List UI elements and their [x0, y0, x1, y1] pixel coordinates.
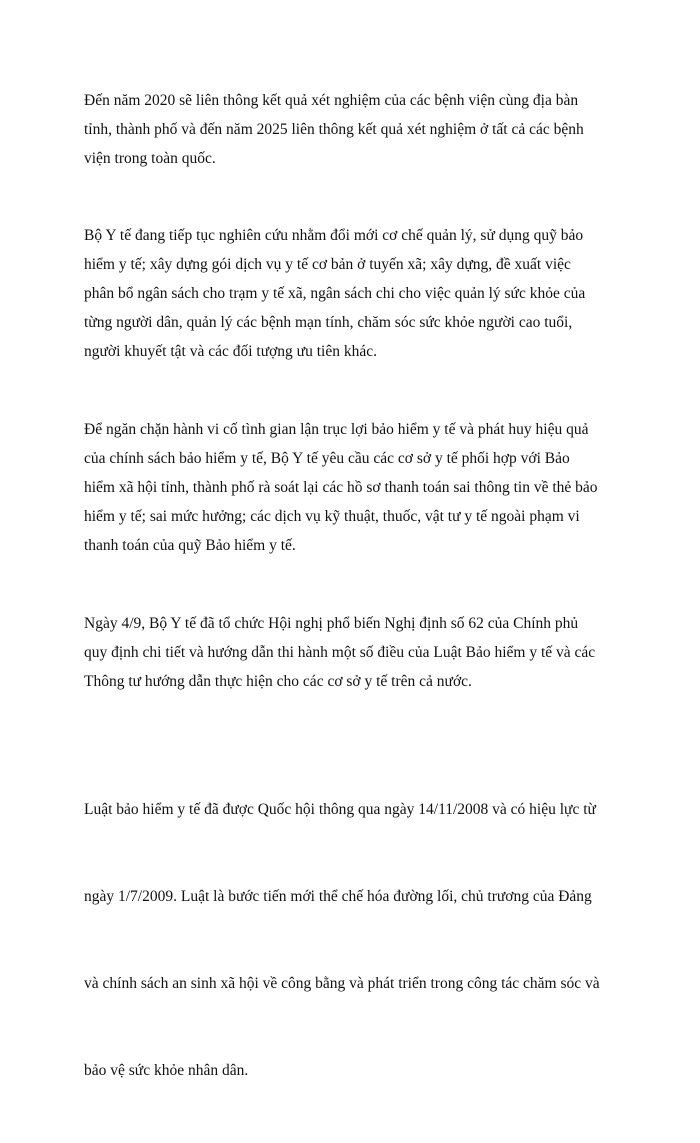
text-line: người khuyết tật và các đối tượng ưu tiên khác.: [84, 343, 377, 360]
text-line: hiểm xã hội tỉnh, thành phố rà soát lại các hồ sơ thanh toán sai thông tin về thẻ bảo: [84, 479, 598, 496]
text-line: quy định chi tiết và hướng dẫn thi hành một số điều của Luật Bảo hiểm y tế và các: [84, 644, 596, 661]
text-line: Bộ Y tế đang tiếp tục nghiên cứu nhằm đổi mới cơ chế quản lý, sử dụng quỹ bảo: [84, 227, 584, 244]
text-line: thanh toán của quỹ Bảo hiểm y tế.: [84, 537, 296, 554]
paragraph-insurance-law: [84, 737, 624, 1143]
text-line: hiểm y tế; sai mức hưởng; các dịch vụ kỹ thuật, thuốc, vật tư y tế ngoài phạm vi: [84, 508, 580, 525]
text-line: Luật bảo hiểm y tế đã được Quốc hội thông qua ngày 14/11/2008 và có hiệu lực từ: [84, 801, 596, 818]
text-line: ngày 1/7/2009. Luật là bước tiến mới thể chế hóa đường lối, chủ trương của Đảng: [84, 888, 592, 905]
text-line: của chính sách bảo hiểm y tế, Bộ Y tế yêu cầu các cơ sở y tế phối hợp với Bảo: [84, 450, 570, 467]
text-line: Đến năm 2020 sẽ liên thông kết quả xét nghiệm của các bệnh viện cùng địa bàn: [84, 92, 579, 109]
paragraph-ministry-research: [84, 221, 624, 366]
paragraph-conference: [84, 609, 624, 696]
text-line: hiểm y tế; xây dựng gói dịch vụ y tế cơ bản ở tuyến xã; xây dựng, đề xuất việc: [84, 256, 571, 273]
text-line: từng người dân, quản lý các bệnh mạn tính, chăm sóc sức khỏe người cao tuổi,: [84, 314, 573, 331]
paragraph-lab-results: [84, 86, 624, 173]
text-line: phân bổ ngân sách cho trạm y tế xã, ngân sách chi cho việc quản lý sức khỏe của: [84, 285, 586, 302]
paragraph-fraud-prevention: [84, 415, 624, 560]
text-line: bảo vệ sức khỏe nhân dân.: [84, 1062, 249, 1079]
text-line: viện trong toàn quốc.: [84, 150, 216, 167]
text-line: tỉnh, thành phố và đến năm 2025 liên thông kết quả xét nghiệm ở tất cả các bệnh: [84, 121, 584, 138]
text-line: Để ngăn chặn hành vi cố tình gian lận trục lợi bảo hiểm y tế và phát huy hiệu quả: [84, 421, 589, 438]
text-line: và chính sách an sinh xã hội về công bằng và phát triển trong công tác chăm sóc và: [84, 975, 600, 992]
text-line: Thông tư hướng dẫn thực hiện cho các cơ sở y tế trên cả nước.: [84, 673, 472, 690]
text-line: Ngày 4/9, Bộ Y tế đã tổ chức Hội nghị phổ biến Nghị định số 62 của Chính phủ: [84, 615, 579, 632]
